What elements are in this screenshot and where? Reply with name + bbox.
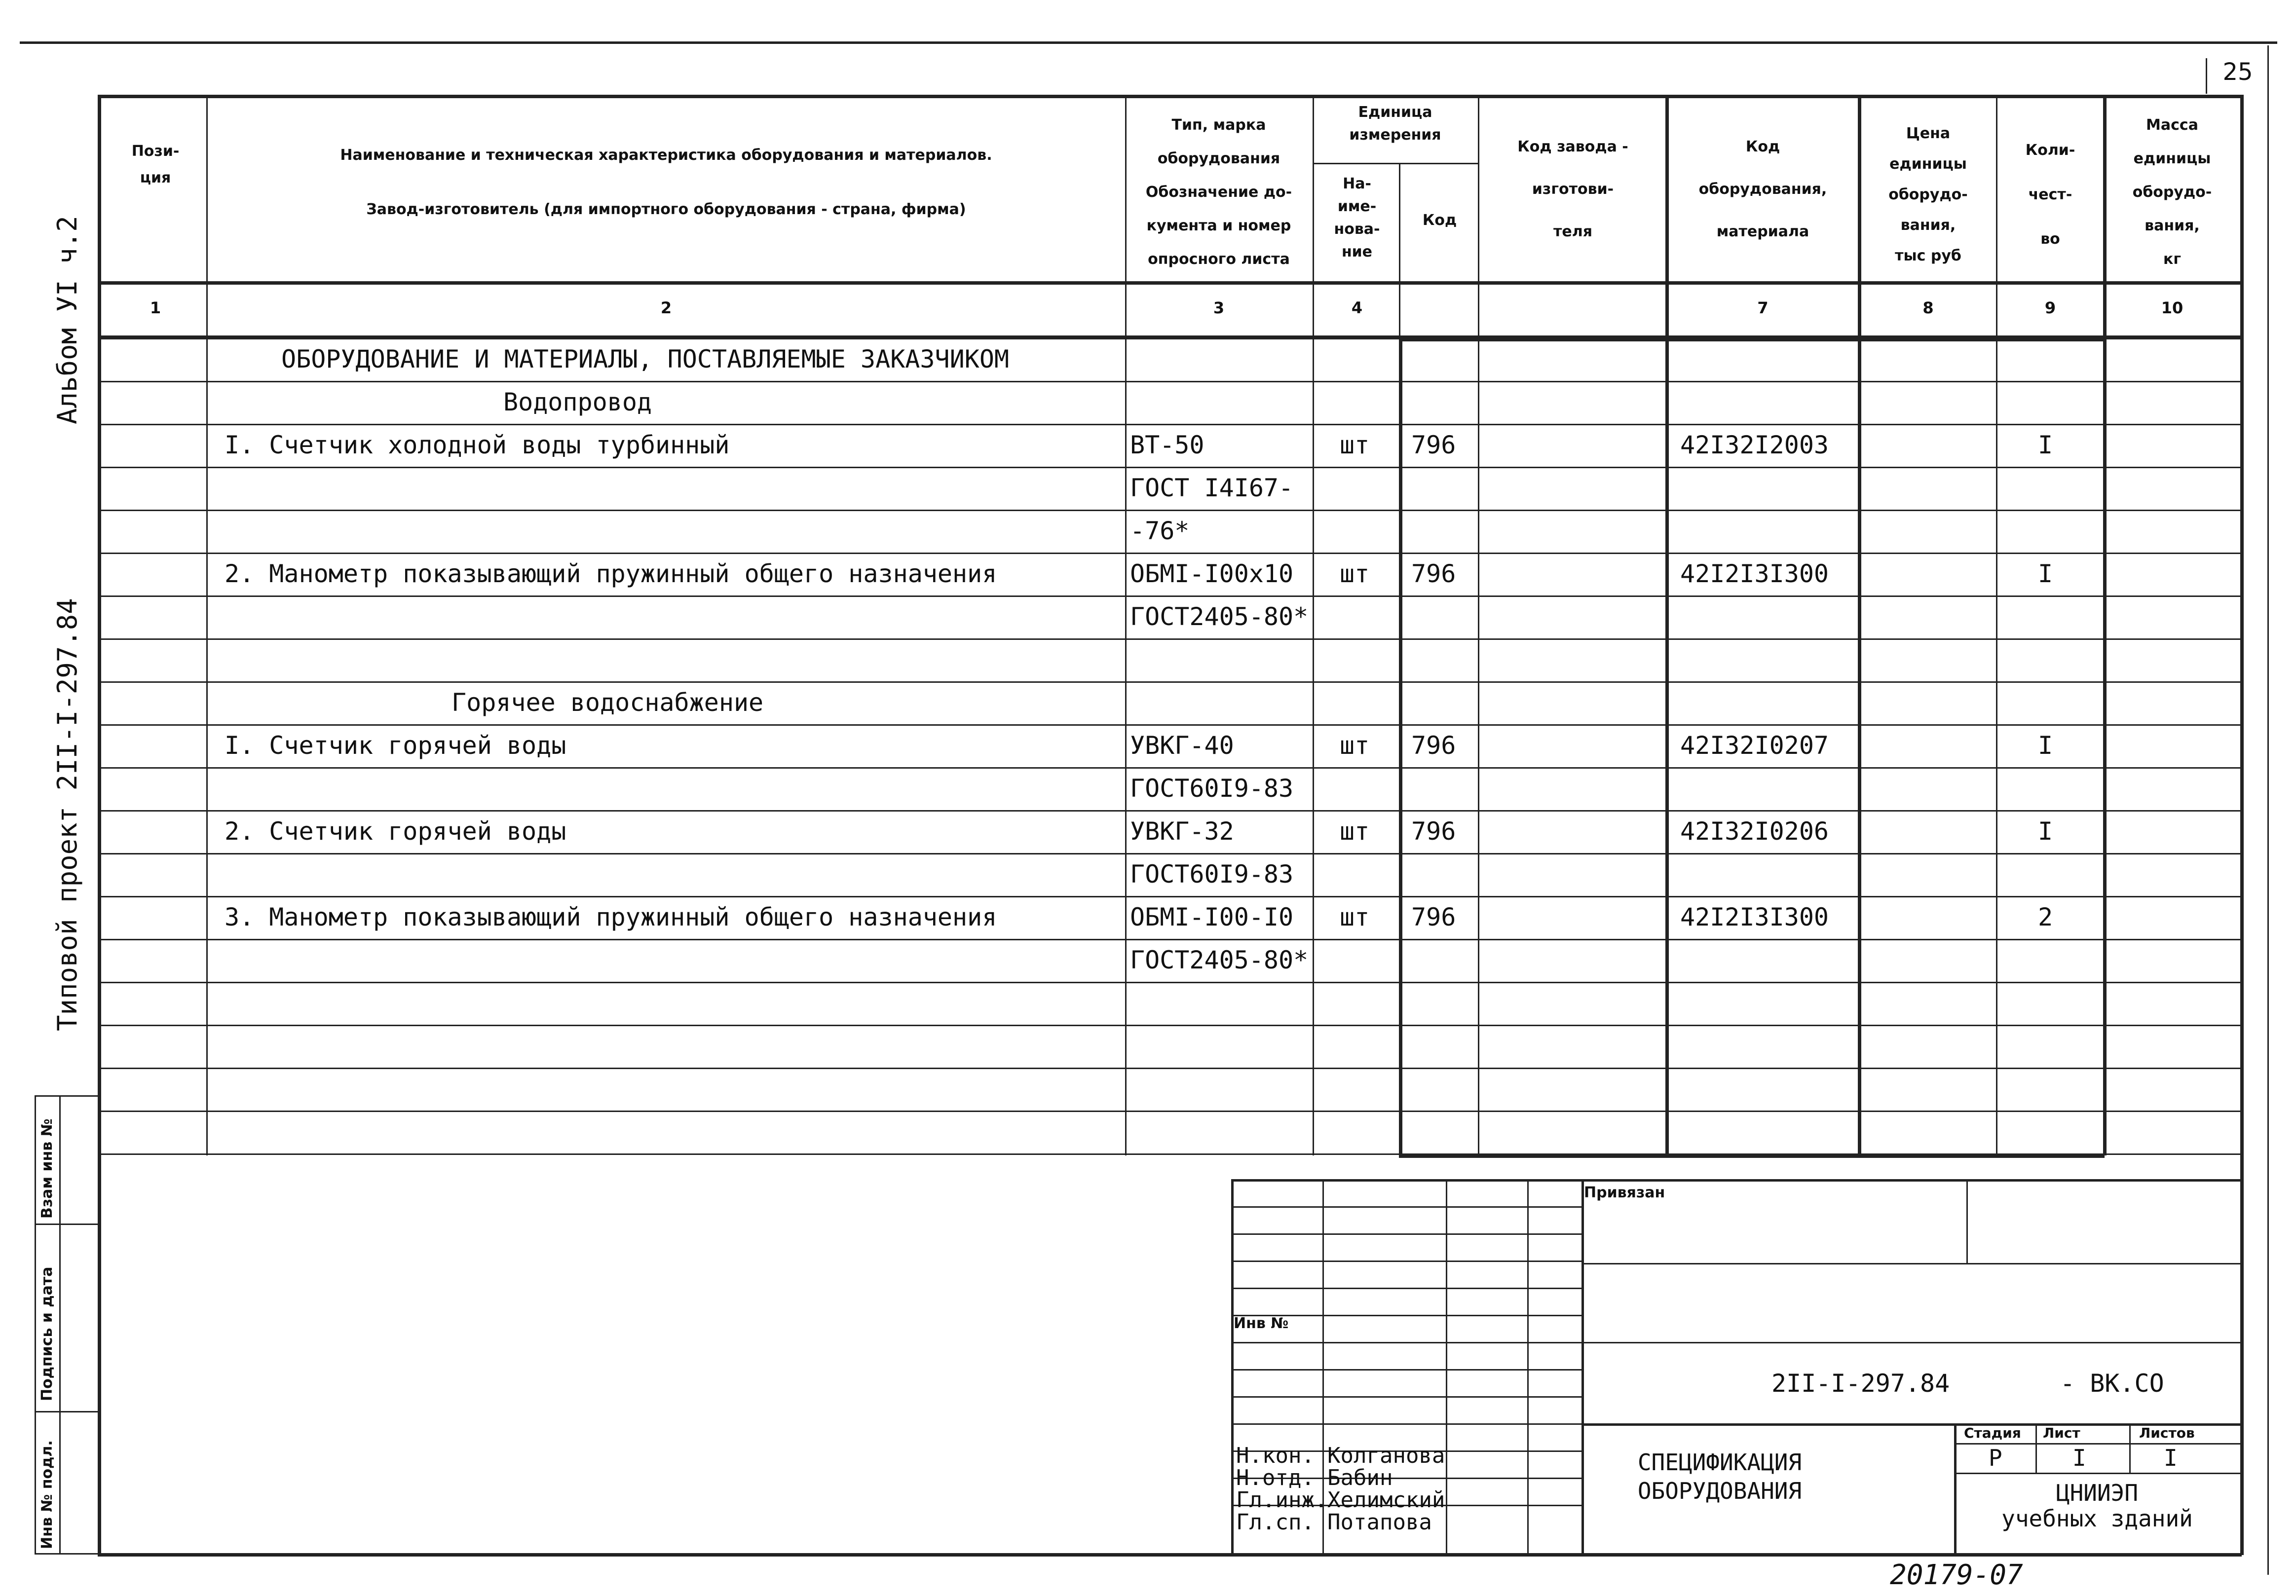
organization: ЦНИИЭП учебных зданий <box>2001 1480 2193 1532</box>
header-bottom-line <box>98 281 2242 285</box>
col-line-2 <box>1125 95 1127 1155</box>
tb-line <box>1231 1342 1581 1343</box>
item-unit-code: 796 <box>1411 731 1456 760</box>
item-type: ОБМI-I00-I0 <box>1130 903 1294 931</box>
header-col-unit: Единица измерения <box>1349 104 1441 144</box>
tb-line <box>1231 1288 1581 1289</box>
item-equipment-code: 42I2I3I300 <box>1680 559 1829 588</box>
item-equipment-code: 42I32I2003 <box>1680 431 1829 459</box>
item-type: -76* <box>1130 517 1190 545</box>
row-line <box>98 338 2242 339</box>
item-name: 2. Манометр показывающий пружинный общего назначения <box>225 559 997 588</box>
header-col-factory: Код завода - изготови- теля <box>1517 138 1628 240</box>
item-quantity: 2 <box>2038 903 2053 931</box>
item-equipment-code: 42I2I3I300 <box>1680 903 1829 931</box>
album-label: Альбом УI ч.2 <box>52 216 83 424</box>
tb-line <box>1527 1179 1529 1554</box>
item-quantity: I <box>2038 817 2053 846</box>
header-col-name-line2: Завод-изготовитель (для импортного оборудования - страна, фирма) <box>366 201 966 218</box>
sheet-label: Лист <box>2043 1425 2080 1441</box>
tb-line <box>1954 1473 2242 1474</box>
item-unit-code: 796 <box>1411 431 1456 459</box>
col-line-5 <box>1478 95 1479 1155</box>
item-name: Водопровод <box>503 388 652 416</box>
signer-role: Н.отд. <box>1236 1465 1315 1490</box>
item-name: ОБОРУДОВАНИЕ И МАТЕРИАЛЫ, ПОСТАВЛЯЕМЫЕ ЗАКАЗЧИКОМ <box>281 345 1010 373</box>
colnum-7: 7 <box>1757 298 1769 317</box>
item-type: УВКГ-40 <box>1130 731 1234 760</box>
item-equipment-code: 42I32I0207 <box>1680 731 1829 760</box>
bold-box-bottom <box>1399 1154 2105 1158</box>
signer-name: Хелимский <box>1327 1487 1445 1513</box>
item-name: I. Счетчик холодной воды турбинный <box>225 431 730 459</box>
page-number-divider <box>2206 58 2207 94</box>
header-col-unit-code: Код <box>1422 212 1457 229</box>
row-line <box>98 553 2242 554</box>
item-type: ГОСТ2405-80* <box>1130 946 1309 974</box>
item-name: I. Счетчик горячей воды <box>225 731 566 760</box>
row-line <box>98 424 2242 425</box>
signer-role: Н.кон. <box>1236 1443 1315 1468</box>
row-line <box>98 810 2242 812</box>
row-line <box>98 681 2242 683</box>
tb-line <box>1231 1233 1581 1235</box>
item-equipment-code: 42I32I0206 <box>1680 817 1829 846</box>
item-unit-code: 796 <box>1411 559 1456 588</box>
stamp-bottom-line <box>35 1553 99 1555</box>
row-line <box>98 1111 2242 1112</box>
privyazan-label: Привязан <box>1584 1184 1665 1201</box>
header-col-price: Цена единицы оборудо- вания, тыс руб <box>1888 125 1968 264</box>
colnum-2: 2 <box>660 298 672 317</box>
row-line <box>98 1025 2242 1026</box>
item-quantity: I <box>2038 431 2053 459</box>
col-line-4-bold <box>1399 338 1402 1157</box>
item-type: ВТ-50 <box>1130 431 1204 459</box>
sheet-value: I <box>2072 1445 2086 1471</box>
header-col-qty: Коли- чест- во <box>2025 142 2075 248</box>
unit-group-split <box>1313 163 1478 164</box>
colnum-9: 9 <box>2044 298 2056 317</box>
signer-name: Потапова <box>1327 1510 1432 1535</box>
row-line <box>98 1068 2242 1069</box>
header-col-mass: Масса единицы оборудо- вания, кг <box>2132 116 2212 268</box>
header-col-unit-name: На- име- нова- ние <box>1334 175 1380 260</box>
item-type: ОБМI-I00x10 <box>1130 559 1294 588</box>
tb-line <box>1966 1179 1968 1263</box>
tb-line <box>1446 1179 1447 1554</box>
tb-line <box>2129 1423 2131 1473</box>
item-unit: шт <box>1340 731 1370 760</box>
stamp-top-line <box>35 1095 99 1097</box>
col-line-1 <box>206 95 208 1155</box>
colnum-1: 1 <box>150 298 161 317</box>
colnum-10: 10 <box>2161 298 2183 317</box>
signer-name: Бабин <box>1327 1465 1393 1490</box>
tb-line <box>1231 1206 1581 1208</box>
tb-left <box>1231 1179 1234 1554</box>
item-name: Горячее водоснабжение <box>452 688 764 717</box>
row-line <box>98 982 2242 983</box>
row-line <box>98 896 2242 897</box>
item-type: ГОСТ60I9-83 <box>1130 860 1294 889</box>
tb-line <box>1581 1342 2242 1343</box>
sheets-value: I <box>2164 1445 2178 1471</box>
stage-value: Р <box>1989 1445 2002 1471</box>
row-line <box>98 467 2242 468</box>
row-line <box>98 595 2242 597</box>
row-line <box>98 1153 2242 1155</box>
stamp-inv-podl: Инв № подл. <box>38 1440 56 1549</box>
stamp-podpis: Подпись и дата <box>38 1266 56 1401</box>
footer-note: 20179-07 <box>1890 1559 2023 1591</box>
sheets-label: Листов <box>2139 1425 2195 1441</box>
signer-name: Колганова <box>1327 1443 1445 1468</box>
item-unit-code: 796 <box>1411 903 1456 931</box>
item-type: УВКГ-32 <box>1130 817 1234 846</box>
header-col-name-line1: Наименование и техническая характеристика оборудования и материалов. <box>340 147 992 164</box>
item-name: 2. Счетчик горячей воды <box>225 817 566 846</box>
item-unit: шт <box>1340 817 1370 846</box>
top-border <box>20 41 2277 44</box>
row-line <box>98 853 2242 854</box>
row-line <box>98 381 2242 382</box>
tb-line <box>1231 1369 1581 1371</box>
row-line <box>98 724 2242 726</box>
stamp-mid-line <box>59 1095 61 1554</box>
header-col-type: Тип, марка оборудования Обозначение до- кумента и номер опросного листа <box>1145 116 1292 268</box>
item-type: ГОСТ2405-80* <box>1130 602 1309 631</box>
stamp-line-2 <box>35 1224 99 1225</box>
doc-code: 2II-I-297.84 <box>1771 1369 1950 1398</box>
frame-bottom <box>98 1553 2242 1557</box>
frame-outer-right <box>2267 45 2269 1575</box>
item-type: ГОСТ I4I67- <box>1130 474 1294 502</box>
tb-line <box>1231 1261 1581 1262</box>
col-line-3 <box>1313 95 1314 1155</box>
tb-line <box>2035 1423 2037 1473</box>
item-quantity: I <box>2038 731 2053 760</box>
header-col-eqcode: Код оборудования, материала <box>1698 138 1827 240</box>
row-line <box>98 510 2242 511</box>
row-line <box>98 939 2242 940</box>
signer-role: Гл.сп. <box>1236 1510 1315 1535</box>
colnum-4: 4 <box>1351 298 1363 317</box>
stage-label: Стадия <box>1964 1425 2021 1441</box>
signer-role: Гл.инж. <box>1236 1487 1328 1513</box>
item-quantity: I <box>2038 559 2053 588</box>
item-unit-code: 796 <box>1411 817 1456 846</box>
item-unit: шт <box>1340 903 1370 931</box>
tb-line <box>1231 1396 1581 1398</box>
doc-suffix: - ВК.СО <box>2060 1369 2164 1398</box>
stamp-inv-zam: Взам инв № <box>38 1118 56 1219</box>
project-label: Типовой проект 2II-I-297.84 <box>52 598 83 1031</box>
item-name: 3. Манометр показывающий пружинный общего назначения <box>225 903 997 931</box>
inv-no-label: Инв № <box>1234 1315 1289 1332</box>
item-type: ГОСТ60I9-83 <box>1130 774 1294 803</box>
stamp-left-line <box>35 1095 36 1554</box>
col-line-8 <box>1996 95 1997 1155</box>
row-line <box>98 638 2242 640</box>
frame-right <box>2240 95 2244 1555</box>
header-col-position: Пози- ция <box>131 143 180 186</box>
tb-line <box>1231 1423 1581 1425</box>
item-unit: шт <box>1340 431 1370 459</box>
frame-left <box>98 95 101 1555</box>
stamp-line-3 <box>35 1411 99 1412</box>
col-line-6 <box>1665 95 1669 1155</box>
tb-top <box>1231 1179 2242 1182</box>
header-top-line <box>98 95 2242 98</box>
page-number: 25 <box>2222 58 2253 86</box>
colnum-8: 8 <box>1922 298 1934 317</box>
colnum-3: 3 <box>1213 298 1225 317</box>
row-line <box>98 767 2242 769</box>
tb-line <box>1581 1179 1584 1554</box>
item-unit: шт <box>1340 559 1370 588</box>
doc-title: СПЕЦИФИКАЦИЯ ОБОРУДОВАНИЯ <box>1637 1449 1802 1504</box>
tb-line <box>1581 1263 2242 1264</box>
